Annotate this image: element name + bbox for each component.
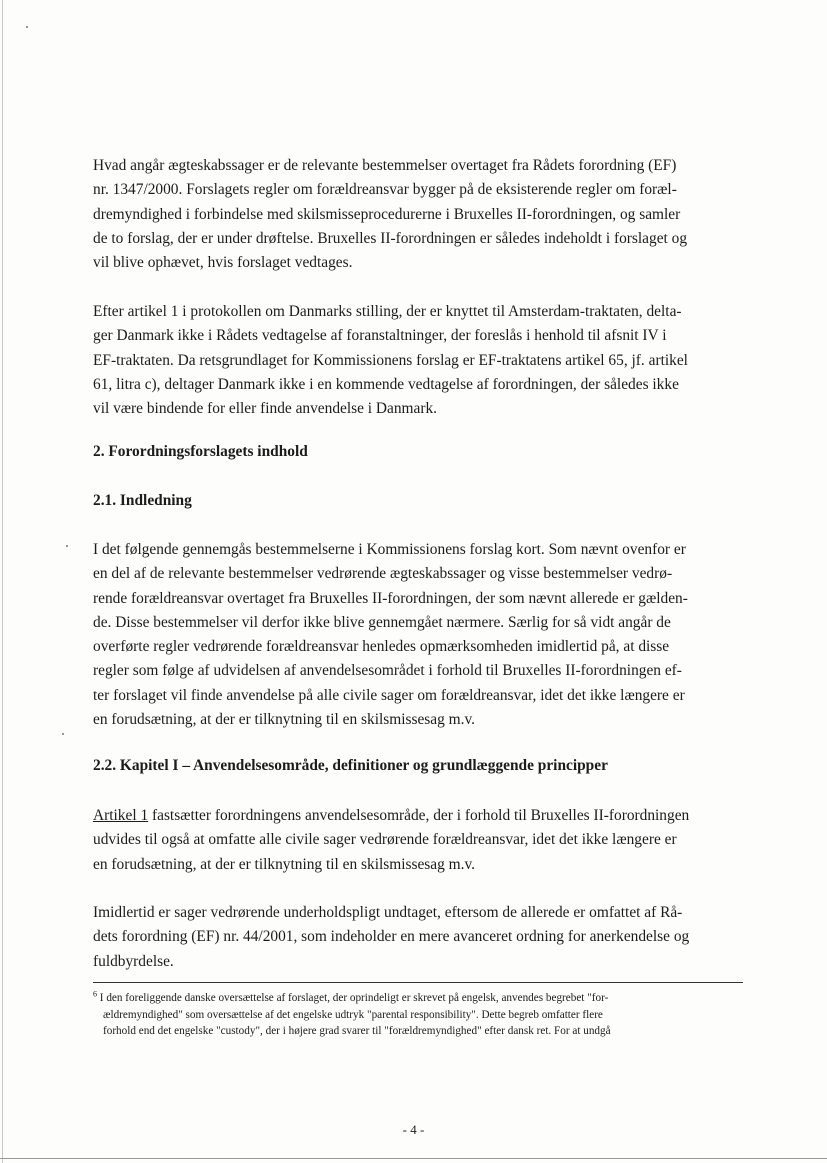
- text-line: en forudsætning, at der er tilknytning til en skilsmissesag m.v.: [93, 855, 476, 873]
- paragraph-introduction: [93, 538, 743, 732]
- text-line: fuldbyrdelse.: [93, 952, 174, 970]
- footnote-separator: [93, 982, 743, 983]
- footnote-line: forhold end det engelske "custody", der i højere grad svarer til "forældremyndighed" efter dansk ret. For at undgå: [103, 1025, 611, 1037]
- article-1-reference: Artikel 1: [93, 807, 149, 824]
- text-line-rest: fastsætter forordningens anvendelsesområde, der i forhold til Bruxelles II-forordningen: [148, 807, 690, 824]
- text-line: overførte regler vedrørende forældreansvar henledes opmærksomheden imidlertid på, at disse: [93, 638, 670, 656]
- paragraph-denmark-position: [93, 300, 743, 421]
- paragraph-article-1: [93, 804, 743, 877]
- text-line: Hvad angår ægteskabssager er de relevante bestemmelser overtaget fra Rådets forordning (EF): [93, 157, 677, 174]
- text-line: de. Disse bestemmelser vil derfor ikke blive gennemgået nærmere. Særlig for så vidt angår de: [93, 613, 671, 631]
- text-line: ger Danmark ikke i Rådets vedtagelse af foranstaltninger, der foreslås i henhold til afsnit IV i: [93, 327, 667, 345]
- footnote-number: 6: [93, 989, 97, 999]
- footnote-line: [93, 990, 753, 1007]
- text-line: en del af de relevante bestemmelser vedrørende ægteskabssager og visse bestemmelser vedrø-: [93, 565, 673, 583]
- text-line: 61, litra c), deltager Danmark ikke i en kommende vedtagelse af forordningen, der således ikke: [93, 375, 679, 393]
- text-line: udvides til også at omfatte alle civile sager vedrørende forældreansvar, idet det ikke længere er: [93, 831, 677, 849]
- scan-speck: [62, 733, 64, 735]
- text-line: Efter artikel 1 i protokollen om Danmarks stilling, der er knyttet til Amsterdam-traktaten, delta-: [93, 303, 682, 320]
- scan-edge-bottom: [0, 1158, 827, 1159]
- text-line: vil være bindende for eller finde anvendelse i Danmark.: [93, 400, 438, 418]
- footnote: [93, 990, 753, 1040]
- page-number: - 4 -: [402, 1122, 425, 1137]
- scan-edge-left: [2, 0, 3, 1163]
- text-line: regler som følge af udvidelsen af anvendelsesområdet i forhold til Bruxelles II-forordningen ef-: [93, 662, 682, 680]
- text-line: en forudsætning, at der er tilknytning til en skilsmissesag m.v.: [93, 711, 476, 729]
- paragraph-marriage-cases: [93, 154, 743, 275]
- footnote-text: I den foreliggende danske oversættelse af forslaget, der oprindeligt er skrevet på engelsk, anvendes begrebet "for-: [97, 992, 609, 1004]
- text-line: EF-traktaten. Da retsgrundlaget for Kommissionens forslag er EF-traktatens artikel 65, jf. artikel: [93, 351, 688, 369]
- text-line: dremyndighed i forbindelse med skilsmisseprocedurerne i Bruxelles II-forordningen, og samler: [93, 205, 681, 223]
- text-line: nr. 1347/2000. Forslagets regler om forældreansvar bygger på de eksisterende regler om foræl-: [93, 181, 677, 199]
- text-line: dets forordning (EF) nr. 44/2001, som indeholder en mere avanceret ordning for anerkendelse og: [93, 928, 690, 946]
- scan-speck: [26, 26, 28, 28]
- paragraph-maintenance-obligation: [93, 901, 743, 974]
- text-line: rende forældreansvar overtaget fra Bruxelles II-forordningen, der som nævnt allerede er gælden-: [93, 589, 688, 607]
- footnote-line: ældremyndighed" som oversættelse af det engelske udtryk "parental responsibility". Dette begreb omfatter flere: [103, 1008, 603, 1021]
- text-line: ter forslaget vil finde anvendelse på alle civile sager om forældreansvar, idet det ikke længere er: [93, 686, 685, 704]
- text-line: I det følgende gennemgås bestemmelserne i Kommissionens forslag kort. Som nævnt ovenfor er: [93, 541, 686, 558]
- scan-speck: [66, 545, 68, 547]
- section-heading-2-1: 2.1. Indledning: [93, 492, 192, 509]
- section-heading-2: 2. Forordningsforslagets indhold: [93, 443, 308, 460]
- section-heading-2-2: 2.2. Kapitel I – Anvendelsesområde, definitioner og grundlæggende principper: [93, 757, 608, 774]
- text-line: de to forslag, der er under drøftelse. Bruxelles II-forordningen er således indeholdt i forslaget og: [93, 229, 688, 247]
- text-line: Imidlertid er sager vedrørende underholdspligt undtaget, eftersom de allerede er omfattet af Rå-: [93, 904, 683, 921]
- text-line: [93, 804, 743, 828]
- text-line: vil blive ophævet, hvis forslaget vedtages.: [93, 254, 353, 272]
